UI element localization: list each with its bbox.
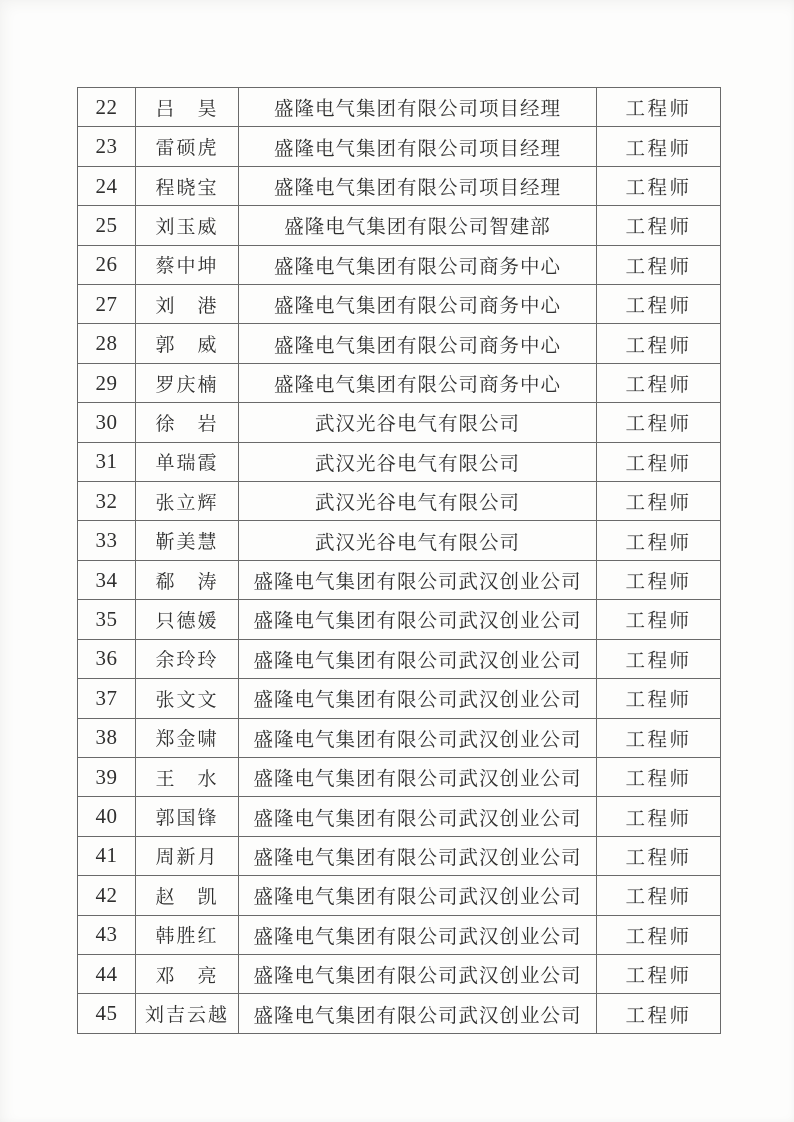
cell-organization: 盛隆电气集团有限公司商务中心 [239,285,597,324]
cell-seq-number: 43 [78,915,136,954]
cell-job-title: 工程师 [597,954,721,993]
cell-person-name: 刘吉云越 [136,994,239,1034]
table-row [78,245,721,284]
cell-seq-number: 26 [78,245,136,284]
cell-seq-number: 25 [78,206,136,245]
cell-person-name: 刘 港 [136,285,239,324]
cell-organization: 武汉光谷电气有限公司 [239,442,597,481]
cell-organization: 盛隆电气集团有限公司武汉创业公司 [239,836,597,875]
cell-job-title: 工程师 [597,836,721,875]
cell-organization: 盛隆电气集团有限公司武汉创业公司 [239,718,597,757]
cell-job-title: 工程师 [597,166,721,205]
cell-person-name: 邓 亮 [136,954,239,993]
table-row [78,88,721,127]
cell-seq-number: 45 [78,994,136,1034]
cell-seq-number: 37 [78,679,136,718]
cell-seq-number: 35 [78,600,136,639]
cell-job-title: 工程师 [597,521,721,560]
cell-job-title: 工程师 [597,639,721,678]
cell-job-title: 工程师 [597,324,721,363]
cell-seq-number: 22 [78,88,136,127]
cell-job-title: 工程师 [597,442,721,481]
cell-person-name: 刘玉威 [136,206,239,245]
cell-person-name: 张立辉 [136,482,239,521]
table-row [78,363,721,402]
cell-job-title: 工程师 [597,560,721,599]
cell-organization: 盛隆电气集团有限公司智建部 [239,206,597,245]
cell-person-name: 徐 岩 [136,403,239,442]
cell-person-name: 郭国锋 [136,797,239,836]
cell-seq-number: 39 [78,757,136,796]
cell-organization: 盛隆电气集团有限公司武汉创业公司 [239,679,597,718]
cell-organization: 盛隆电气集团有限公司商务中心 [239,363,597,402]
cell-organization: 盛隆电气集团有限公司商务中心 [239,245,597,284]
cell-job-title: 工程师 [597,285,721,324]
cell-person-name: 赵 凯 [136,876,239,915]
cell-organization: 盛隆电气集团有限公司商务中心 [239,324,597,363]
table-row [78,679,721,718]
cell-seq-number: 31 [78,442,136,481]
cell-person-name: 吕 昊 [136,88,239,127]
table-row [78,442,721,481]
cell-person-name: 郭 威 [136,324,239,363]
cell-job-title: 工程师 [597,403,721,442]
cell-organization: 盛隆电气集团有限公司武汉创业公司 [239,639,597,678]
cell-job-title: 工程师 [597,88,721,127]
cell-job-title: 工程师 [597,600,721,639]
cell-job-title: 工程师 [597,679,721,718]
table-row [78,127,721,166]
cell-job-title: 工程师 [597,127,721,166]
cell-organization: 盛隆电气集团有限公司武汉创业公司 [239,757,597,796]
cell-organization: 盛隆电气集团有限公司武汉创业公司 [239,954,597,993]
roster-table-body [78,88,721,1034]
cell-job-title: 工程师 [597,876,721,915]
cell-person-name: 余玲玲 [136,639,239,678]
cell-seq-number: 29 [78,363,136,402]
cell-job-title: 工程师 [597,915,721,954]
cell-seq-number: 36 [78,639,136,678]
cell-seq-number: 42 [78,876,136,915]
cell-person-name: 只德媛 [136,600,239,639]
table-row [78,482,721,521]
cell-job-title: 工程师 [597,482,721,521]
cell-person-name: 单瑞霞 [136,442,239,481]
cell-organization: 盛隆电气集团有限公司项目经理 [239,88,597,127]
table-row [78,954,721,993]
table-row [78,560,721,599]
cell-job-title: 工程师 [597,718,721,757]
table-row [78,718,721,757]
cell-organization: 盛隆电气集团有限公司武汉创业公司 [239,876,597,915]
table-row [78,324,721,363]
table-row [78,994,721,1034]
cell-seq-number: 41 [78,836,136,875]
cell-person-name: 周新月 [136,836,239,875]
cell-person-name: 罗庆楠 [136,363,239,402]
cell-person-name: 韩胜红 [136,915,239,954]
table-row [78,521,721,560]
cell-organization: 武汉光谷电气有限公司 [239,403,597,442]
cell-seq-number: 28 [78,324,136,363]
cell-seq-number: 38 [78,718,136,757]
cell-organization: 盛隆电气集团有限公司项目经理 [239,166,597,205]
cell-organization: 盛隆电气集团有限公司项目经理 [239,127,597,166]
cell-job-title: 工程师 [597,206,721,245]
cell-organization: 武汉光谷电气有限公司 [239,521,597,560]
table-row [78,166,721,205]
roster-table [77,87,721,1034]
cell-organization: 盛隆电气集团有限公司武汉创业公司 [239,560,597,599]
cell-person-name: 张文文 [136,679,239,718]
cell-organization: 盛隆电气集团有限公司武汉创业公司 [239,600,597,639]
cell-seq-number: 34 [78,560,136,599]
table-row [78,836,721,875]
cell-person-name: 王 水 [136,757,239,796]
cell-organization: 盛隆电气集团有限公司武汉创业公司 [239,994,597,1034]
cell-person-name: 程晓宝 [136,166,239,205]
cell-job-title: 工程师 [597,994,721,1034]
cell-seq-number: 24 [78,166,136,205]
table-row [78,797,721,836]
table-row [78,403,721,442]
cell-job-title: 工程师 [597,363,721,402]
cell-seq-number: 30 [78,403,136,442]
cell-organization: 武汉光谷电气有限公司 [239,482,597,521]
table-row [78,876,721,915]
cell-seq-number: 27 [78,285,136,324]
cell-person-name: 靳美慧 [136,521,239,560]
table-row [78,285,721,324]
cell-seq-number: 40 [78,797,136,836]
cell-person-name: 郑金啸 [136,718,239,757]
table-row [78,639,721,678]
cell-person-name: 雷硕虎 [136,127,239,166]
cell-job-title: 工程师 [597,757,721,796]
cell-job-title: 工程师 [597,797,721,836]
cell-person-name: 蔡中坤 [136,245,239,284]
table-row [78,915,721,954]
cell-person-name: 郗 涛 [136,560,239,599]
cell-seq-number: 33 [78,521,136,560]
cell-seq-number: 23 [78,127,136,166]
cell-organization: 盛隆电气集团有限公司武汉创业公司 [239,797,597,836]
cell-seq-number: 44 [78,954,136,993]
table-row [78,757,721,796]
cell-seq-number: 32 [78,482,136,521]
table-row [78,206,721,245]
cell-job-title: 工程师 [597,245,721,284]
table-row [78,600,721,639]
cell-organization: 盛隆电气集团有限公司武汉创业公司 [239,915,597,954]
